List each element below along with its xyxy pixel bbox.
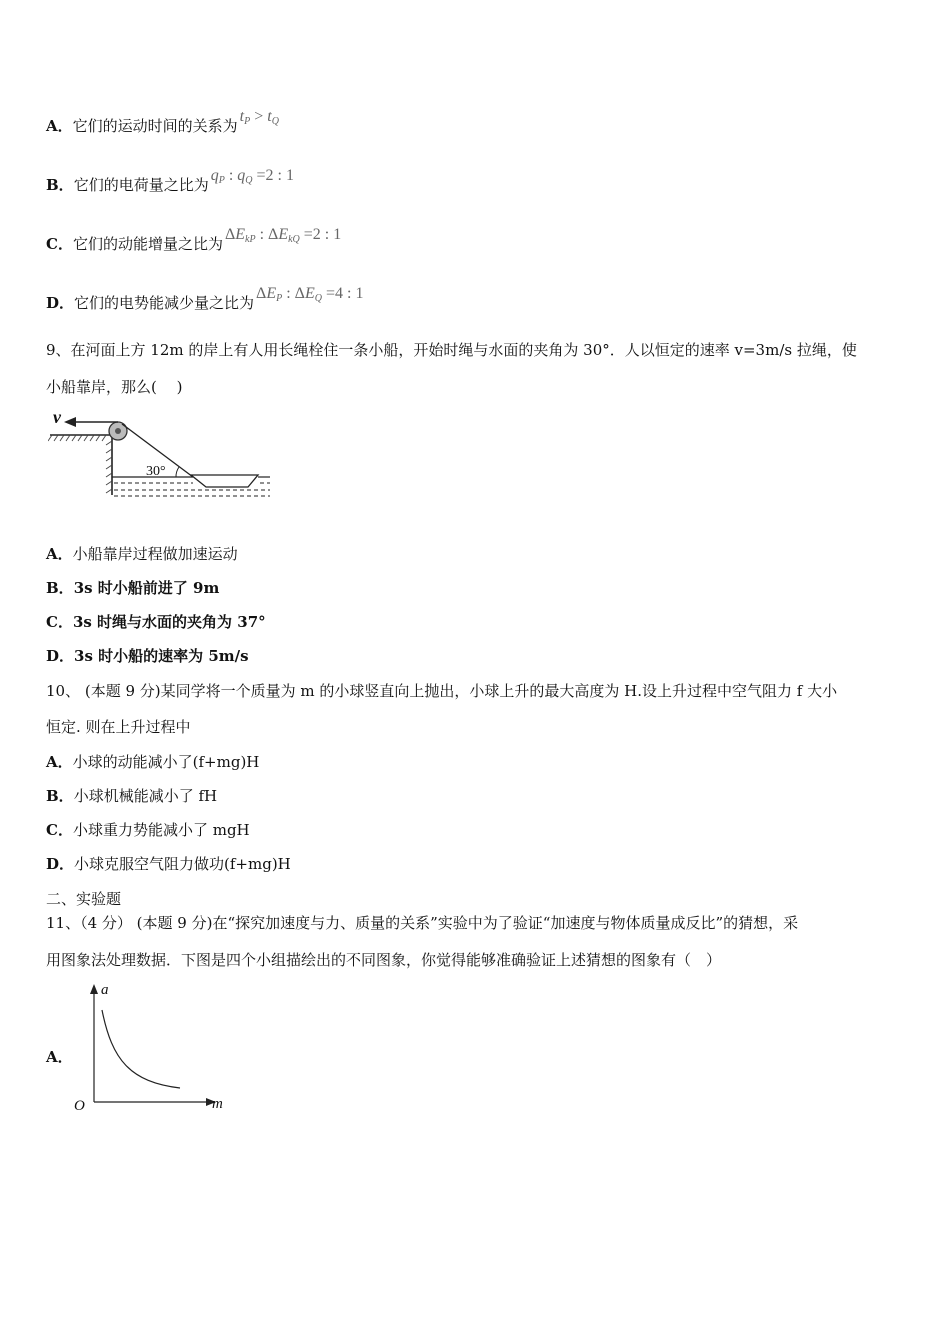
y-axis-arrow-icon xyxy=(90,984,98,994)
option-text: 小球机械能减小了 fH xyxy=(73,787,218,805)
option-text: 3s 时绳与水面的夹角为 37° xyxy=(72,613,266,631)
q9-option-a xyxy=(46,544,238,564)
option-text: 它们的动能增量之比为 xyxy=(72,235,223,253)
section-title: 二、实验题 xyxy=(46,890,122,908)
q11-stem-line2: 用图象法处理数据．下图是四个小组描绘出的不同图象，你觉得能够准确验证上述猜想的图象有（ ） xyxy=(46,951,722,969)
option-letter: A． xyxy=(46,1048,73,1066)
q8-option-a xyxy=(46,108,279,142)
option-letter: A． xyxy=(46,545,73,563)
option-letter: D． xyxy=(46,294,75,312)
option-letter: B． xyxy=(46,176,74,194)
q9-option-d xyxy=(46,646,249,666)
q8-option-d xyxy=(46,285,364,319)
q8-option-c xyxy=(46,226,342,260)
q11-graph-a xyxy=(70,980,230,1112)
option-letter: D． xyxy=(46,855,75,873)
option-letter: C． xyxy=(46,821,73,839)
formula: $t_P > t_Q$ xyxy=(239,108,279,127)
arrow-left-icon xyxy=(64,417,76,427)
q10-option-b xyxy=(46,786,217,806)
option-letter: B． xyxy=(46,579,74,597)
option-text: 它们的运动时间的关系为 xyxy=(72,117,238,135)
option-letter: A． xyxy=(46,753,73,771)
formula: $\Delta E_{kP}$ : $\Delta E_{kQ} =2$ : 1 xyxy=(224,226,342,245)
formula: $q_P$ : $q_Q =2$ : 1 xyxy=(210,167,294,186)
option-letter: A． xyxy=(46,117,73,135)
option-text: 小球重力势能减小了 mgH xyxy=(72,821,250,839)
option-text: 小球克服空气阻力做功(f+mg)H xyxy=(74,855,291,873)
inverse-curve xyxy=(102,1010,180,1088)
option-letter: C． xyxy=(46,235,73,253)
q9-option-b xyxy=(46,578,219,598)
option-text: 它们的电荷量之比为 xyxy=(73,176,209,194)
option-text: 3s 时小船的速率为 5m/s xyxy=(74,647,249,665)
q9-stem-line1: 9、在河面上方 12m 的岸上有人用长绳栓住一条小船，开始时绳与水面的夹角为 30°．人以恒定的速率 v=3m/s 拉绳，使 xyxy=(46,341,857,359)
q9-stem-line2: 小船靠岸，那么( ) xyxy=(46,378,183,396)
x-axis-label: m xyxy=(212,1096,223,1112)
q8-option-b xyxy=(46,167,294,201)
q10-option-c xyxy=(46,820,250,840)
origin-label: O xyxy=(74,1098,85,1112)
option-letter: D． xyxy=(46,647,75,665)
q11-option-a xyxy=(46,1047,73,1067)
y-axis-label: a xyxy=(101,982,109,998)
q10-stem-line1: 10、 (本题 9 分)某同学将一个质量为 m 的小球竖直向上抛出，小球上升的最大高度为 H.设上升过程中空气阻力 f 大小 xyxy=(46,682,838,700)
q11-stem-line1: 11、（4 分） (本题 9 分)在“探究加速度与力、质量的关系”实验中为了验证“加速度与物体质量成反比”的猜想，采 xyxy=(46,914,799,932)
boat-icon xyxy=(191,475,258,487)
q10-stem-line2: 恒定. 则在上升过程中 xyxy=(46,718,191,736)
q9-option-c xyxy=(46,612,266,632)
formula: $\Delta E_P$ : $\Delta E_Q =4$ : 1 xyxy=(256,285,364,304)
q10-option-a xyxy=(46,752,259,772)
velocity-label: v xyxy=(53,407,61,427)
option-text: 小船靠岸过程做加速运动 xyxy=(72,545,238,563)
option-letter: C． xyxy=(46,613,73,631)
q10-option-d xyxy=(46,854,291,874)
option-text: 3s 时小船前进了 9m xyxy=(73,579,220,597)
option-letter: B． xyxy=(46,787,74,805)
option-text: 它们的电势能减少量之比为 xyxy=(74,294,255,312)
angle-label: 30° xyxy=(146,464,166,479)
option-text: 小球的动能减小了(f+mg)H xyxy=(72,753,260,771)
q9-boat-diagram xyxy=(48,405,273,500)
